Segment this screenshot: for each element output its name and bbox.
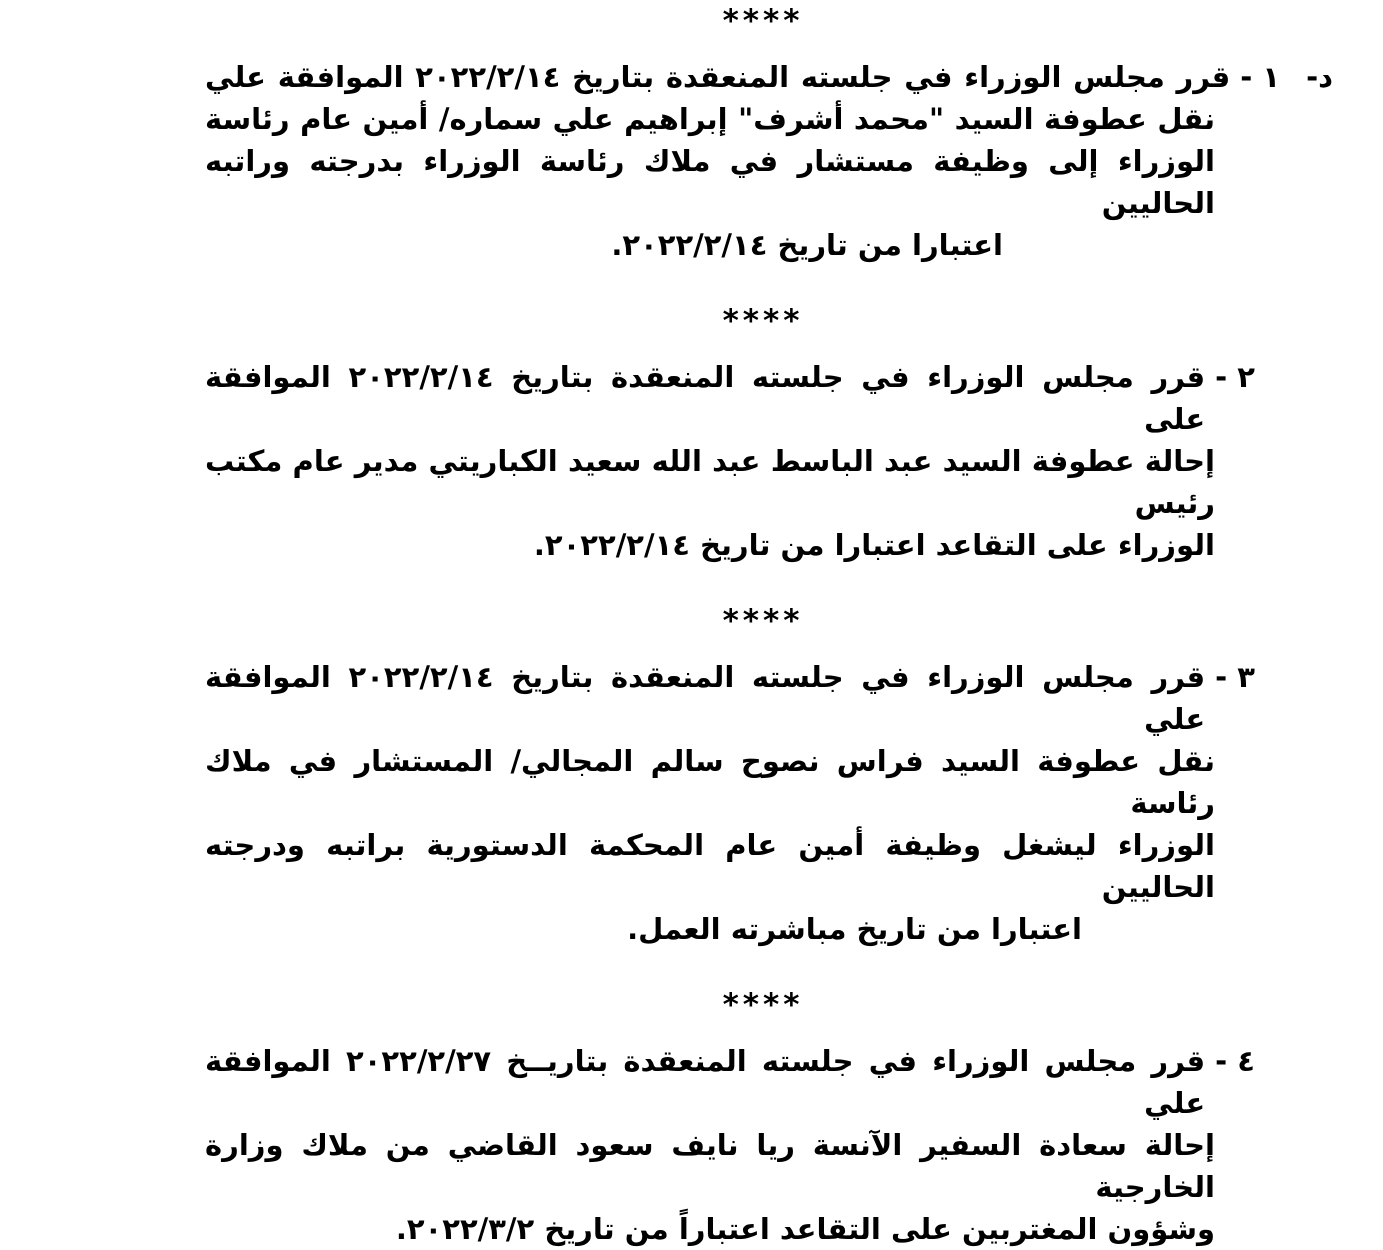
item-2-number: ٢ - — [1215, 360, 1255, 394]
decision-3-first-line — [205, 656, 1255, 740]
decision-1-line-3: الوزراء إلى وظيفة مستشار في ملاك رئاسة الوزراء بدرجته وراتبه الحاليين — [205, 144, 1215, 220]
decision-3-line-3: الوزراء ليشغل وظيفة أمين عام المحكمة الدستورية براتبه ودرجته الحاليين — [205, 828, 1215, 904]
decision-1-effective-date: اعتبارا من تاريخ ٢٠٢٢/٢/١٤. — [611, 228, 1003, 262]
decision-4-first-line — [205, 1040, 1255, 1124]
asterisk-separator: **** — [722, 987, 804, 1023]
decision-item-1 — [205, 56, 1333, 266]
decision-2-line-2: إحالة عطوفة السيد عبد الباسط عبد الله سعيد الكباريتي مدير عام مكتب رئيس — [205, 444, 1215, 520]
section-letter: د- — [1306, 60, 1333, 94]
asterisk-separator: **** — [722, 3, 804, 39]
asterisk-separator: **** — [722, 303, 804, 339]
item-4-number: ٤ - — [1215, 1044, 1255, 1078]
decision-1-text: قرر مجلس الوزراء في جلسته المنعقدة بتاريخ ٢٠٢٢/٢/١٤ الموافقة علي — [205, 60, 1231, 94]
decision-3-effective-date: اعتبارا من تاريخ مباشرته العمل. — [627, 912, 1082, 946]
decision-item-4 — [205, 1040, 1255, 1250]
decision-1-first-line — [205, 56, 1333, 98]
decision-3-line-2: نقل عطوفة السيد فراس نصوح سالم المجالي/ المستشار في ملاك رئاسة — [205, 744, 1215, 820]
decision-item-3 — [205, 656, 1255, 950]
decision-1-line-2: نقل عطوفة السيد "محمد أشرف" إبراهيم علي سماره/ أمين عام رئاسة — [205, 102, 1215, 136]
decision-3-text: قرر مجلس الوزراء في جلسته المنعقدة بتاريخ ٢٠٢٢/٢/١٤ الموافقة علي — [205, 660, 1206, 736]
decision-4-line-2: إحالة سعادة السفير الآنسة ريا نايف سعود القاضي من ملاك وزارة الخارجية — [205, 1128, 1215, 1204]
decision-item-2 — [205, 356, 1255, 566]
decision-4-effective-date: وشؤون المغتربين على التقاعد اعتباراً من تاريخ ٢٠٢٢/٣/٢. — [395, 1212, 1215, 1246]
item-1-number: ١ - — [1240, 60, 1281, 94]
item-3-number: ٣ - — [1215, 660, 1255, 694]
decision-4-text: قرر مجلس الوزراء في جلسته المنعقدة بتاريــخ ٢٠٢٢/٢/٢٧ الموافقة علي — [205, 1044, 1206, 1120]
asterisk-separator: **** — [722, 603, 804, 639]
decision-2-text: قرر مجلس الوزراء في جلسته المنعقدة بتاريخ ٢٠٢٢/٢/١٤ الموافقة على — [205, 360, 1206, 436]
decision-2-first-line — [205, 356, 1255, 440]
decision-2-effective-date: الوزراء على التقاعد اعتبارا من تاريخ ٢٠٢٢/٢/١٤. — [533, 528, 1215, 562]
